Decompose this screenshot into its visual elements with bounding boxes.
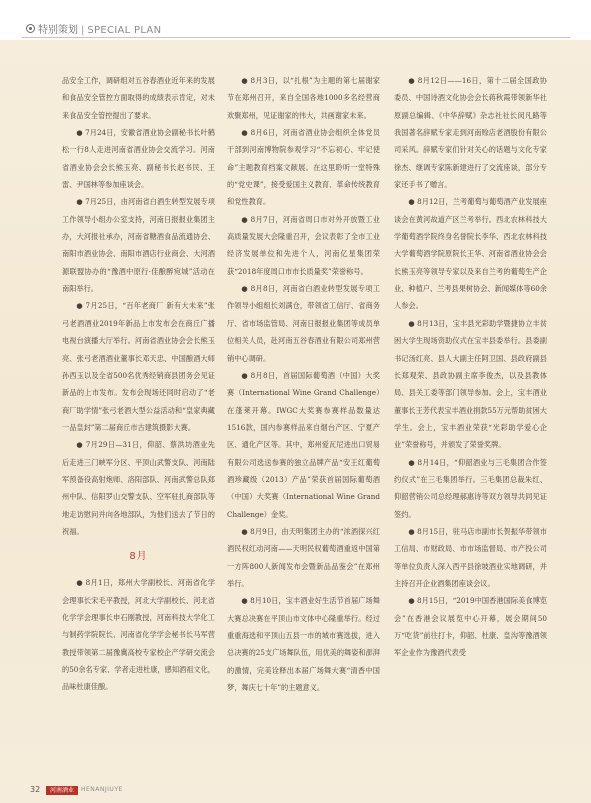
paragraph: ● 8月1日，郑州大学副校长、河南省化学会理事长宋毛平教授，河北大学副校长、河北省化学学会理事长申石刚教授，河南科技大学化工与制药学院院长、河南省化学学会秘书长马军营教授带领第二届豫冀高校专家校企产学研交流会的50余名专家、学者走进杜康，感知酒祖文化，品味杜康佳酿。 <box>62 578 215 692</box>
section-title <box>38 21 161 36</box>
paragraph: ● 8月7日，河南省周口市对外开放暨工业高质量发展大会隆重召开，会议表彰了全市工业经济发展单位和先进个人，河南亿星集团荣获“2018年度周口市市长质量奖”荣誉称号。 <box>227 214 380 276</box>
magazine-name-en: HENANJIUYE <box>81 786 123 793</box>
paragraph: ● 8月3日，以“扎根”为主题的第七届谢家节在郑州召开，来自全国各地1000多名经营商欢聚郑州，见证谢家的伟大，共画谢家未来。 <box>227 76 380 120</box>
paragraph: ● 8月8日，首届国际葡萄酒（中国）大奖赛（International Wine Grand Challenge）在蓬莱开幕。IWGC大奖赛参赛样品数量达1516款，国内参赛样品来自烟台产区、宁夏产区、通化产区等。其中，郑州爱瓦尼进出口贸易有限公司选送参赛的独立品牌产品“安王红葡萄酒珍藏级（2013）产品”荣获首届国际葡萄酒（中国）大奖赛（International Wine Grand Challenge）金奖。 <box>227 370 380 519</box>
paragraph: ● 8月15日，“2019中国香港国际美食博览会”在香港会议展览中心开幕，展会期间50万“吃货”前往打卡，仰韶、杜康、皇沟等豫酒领军企业作为豫酒代表受 <box>394 596 547 658</box>
page-footer <box>0 779 591 803</box>
section-title-cn: 特别策划 <box>38 25 78 36</box>
circle-bullet-icon <box>26 24 35 33</box>
paragraph: ● 8月10日，宝丰酒业好生活节首届广场舞大赛总决赛在平顶山市文体中心隆重举行。经过重重海选和平顶山五县一市的城市赛选拔，进入总决赛的25支广场舞队伍，用优美的舞姿和澎湃的激情，完美诠释出本届广场舞大赛“清香中国梦，舞庆七十年”的主题意义。 <box>227 596 380 693</box>
paragraph: ● 8月13日，宝丰县光彩助学暨捷协立丰贫困大学生现场资助仪式在宝丰县委举行。县委副书记汤红亮、县人大副主任阿卫国、县政府副县长郑观荣、县政协副主席李俊杰，以及县教体局、县关工委等部门领导参加。会上，宝丰酒业董事长王芳代表宝丰酒业捐款55万元帮助贫困大学生。会上，宝丰酒业荣获“光彩助学爱心企业”荣誉称号，并颁发了荣誉奖牌。 <box>394 318 547 450</box>
paragraph: ● 8月15日，驻马店市副市长贺振华带领市工信局、市财政局、市市场监督局、市产投公司等单位负责人深入西平县徐坡酒业实地调研，并主持召开企业酒集团座谈会议。 <box>394 526 547 588</box>
month-heading: 8月 <box>129 551 148 563</box>
text-column-2 <box>227 72 380 696</box>
paragraph: ● 7月24日，安徽省酒业协会副秘书长叶鹤松一行8人走进河南省酒业协会交流学习。河南省酒业协会会长熊玉亮、副秘书长赵书民、王雷、尹国林等参加座谈会。 <box>62 128 215 190</box>
section-separator: | <box>81 25 85 36</box>
paragraph: ● 8月6日，河南省酒业协会组织全体党员干部到河南博物院参观学习“不忘初心、牢记使命”主题教育档案文献展。在这里聆听一堂特殊的“党史课”，接受爱国主义教育、革命传统教育和党性教育。 <box>227 128 380 207</box>
section-title-en: SPECIAL PLAN <box>87 25 162 36</box>
text-column-3 <box>394 72 547 662</box>
paragraph: 品安全工作，调研组对五谷春酒业近年来的发展和食品安全管控方面取得的成绩表示肯定，对未来食品安全管控提出了要求。 <box>62 76 215 120</box>
paragraph: ● 7月25日，由河南省白酒生转型发展专项工作领导小组办公室支持，河南日报报业集团主办，大河报社承办，河南省糖酒食品流通协会、南阳市酒业协会、南阳市酒店行业商会、大河酒源联盟协办的“豫酒中原行·佳酿醉宛城”活动在南阳举行。 <box>62 197 215 294</box>
paragraph: ● 8月8日，河南省白酒业转型发展专项工作领导小组组长刘满仓，带领省工信厅、省商务厅、省市场监管局、河南日报报业集团等成员单位相关人员，赴河南五谷春酒业有限公司郑州营销中心调研。 <box>227 284 380 363</box>
magazine-logo: 河南酒业 <box>46 786 78 795</box>
paragraph: ● 8月9日，由天明集团主办的“浓酒探兴红酒民权红动河南——天明民权葡萄酒重返中国第一方阵800人新闻发布会暨新品品鉴会”在郑州举行。 <box>227 526 380 588</box>
paragraph: ● 7月29日—31日，仰韶、蔡洪坊酒业先后走进三门峡军分区、平顶山武警支队、河南陆军预备役高射炮师、洛阳部队、河南武警总队郑州中队、信阳罗山交警支队、空军驻扎商部队等地走访慰问并向各地部队，为他们送去了节日的祝福。 <box>62 440 215 536</box>
paragraph: ● 8月12日，兰考葡萄与葡萄酒产业发展座谈会在黄河故道产区兰考举行。西北农林科技大学葡萄酒学院终身名誉院长李华、西北农林科技大学葡萄酒学院原院长王华、河南省酒业协会会长熊玉亮等领导专家以及来自兰考的葡萄生产企业、种植户、兰考县果树协会、新闻媒体等60余人参会。 <box>394 197 547 311</box>
paragraph: ● 7月25日，“百年老商厂 新有大未来”张弓老酒酒业2019年新品上市发布会在商丘广播电视台演播大厅举行。河南省酒业协会会长熊玉亮、张弓老酒酒业董事长邓天忠、中国酿酒大师孙西玉以及全省500名优秀经销商县团务会见证新品的上市发布。发布会现场还同时启动了“老商厂助学情”张弓老酒大型公益活动和“皇家典藏一品皇封”第二届商丘市古建筑摄影大赛。 <box>62 301 215 432</box>
page-header <box>0 0 591 40</box>
page-number: 32 <box>30 785 41 794</box>
header-divider <box>22 37 570 38</box>
text-column-1 <box>62 72 215 696</box>
paragraph: ● 8月12日——16日，第十二届全国政协委员、中国诗酒文化协会会长蒋秋霞带领新华社原副总编辑、《中华辞赋》杂志社社长闵凡路等我国著名辞赋专家走到河南赊店老酒股份有限公司采风。辞赋专家们针对关心的话题与文化专家徐杰、继调专家陈新建进行了交流座谈，部分专家还手书了赠言。 <box>394 76 547 190</box>
paragraph: ● 8月14日，“仰韶酒业与三毛集团合作签约仪式”在三毛集团举行。三毛集团总裁朱红、仰韶营销公司总经理郝惠诗等双方领导共同见证签约。 <box>394 457 547 519</box>
